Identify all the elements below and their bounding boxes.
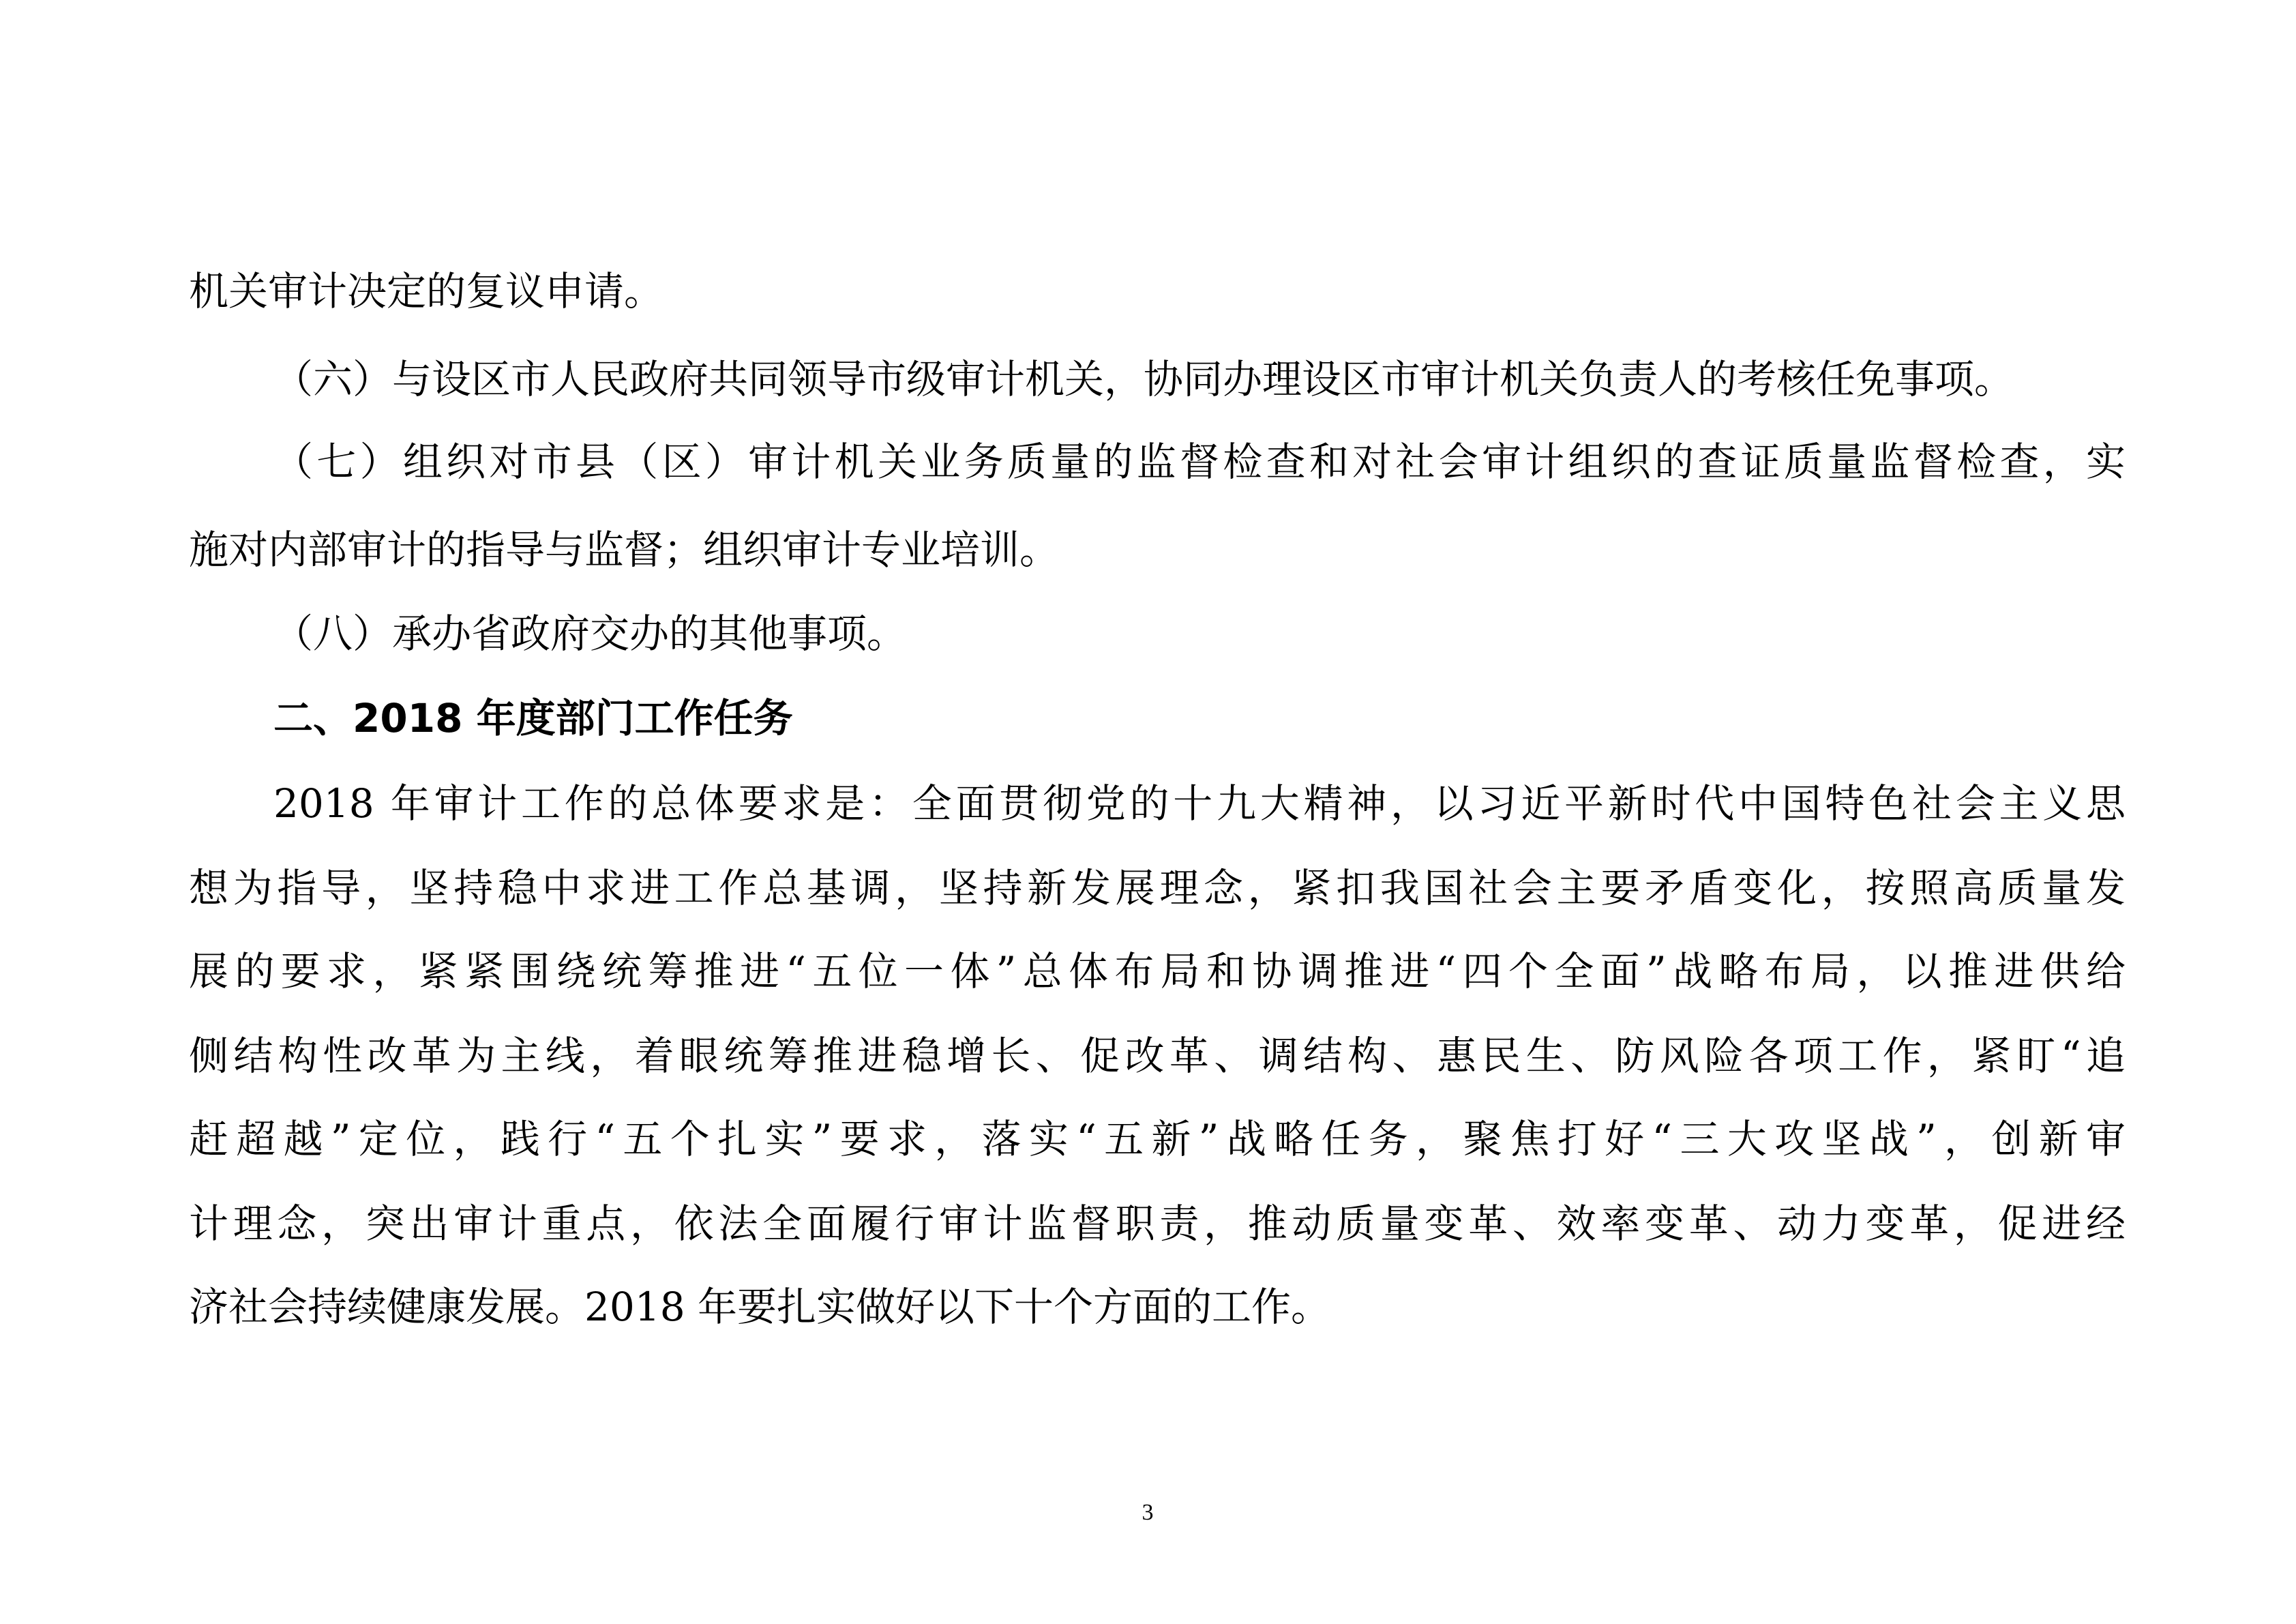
list-item-eight: （八）承办省政府交办的其他事项。 [273, 610, 907, 657]
paragraph-line-5: 赶超越”定位，践行“五个扎实”要求，落实“五新”战略任务，聚焦打好“三大攻坚战”，创新审 [189, 1116, 2126, 1162]
text-line-continuation: 机关审计决定的复议申请。 [189, 268, 664, 314]
paragraph-line-2: 想为指导，坚持稳中求进工作总基调，坚持新发展理念，紧扣我国社会主要矛盾变化，按照高质量发 [189, 865, 2126, 911]
paragraph-line-1: 2018 年审计工作的总体要求是：全面贯彻党的十九大精神，以习近平新时代中国特色社会主义思 [273, 780, 2126, 827]
list-item-seven-line-2: 施对内部审计的指导与监督；组织审计专业培训。 [189, 527, 1060, 573]
paragraph-line-6: 计理念，突出审计重点，依法全面履行审计监督职责，推动质量变革、效率变革、动力变革，促进经 [189, 1200, 2126, 1247]
section-heading: 二、2018 年度部门工作任务 [273, 695, 793, 741]
list-item-six: （六）与设区市人民政府共同领导市级审计机关，协同办理设区市审计机关负责人的考核任免事项。 [273, 356, 2014, 402]
list-item-seven-line-1: （七）组织对市县（区）审计机关业务质量的监督检查和对社会审计组织的查证质量监督检查，实 [273, 439, 2126, 485]
paragraph-line-3: 展的要求，紧紧围绕统筹推进“五位一体”总体布局和协调推进“四个全面”战略布局，以推进供给 [189, 948, 2126, 994]
page-number: 3 [1142, 1500, 1154, 1525]
paragraph-line-7: 济社会持续健康发展。2018 年要扎实做好以下十个方面的工作。 [189, 1284, 1331, 1330]
paragraph-line-4: 侧结构性改革为主线，着眼统筹推进稳增长、促改革、调结构、惠民生、防风险各项工作，紧盯“追 [189, 1033, 2126, 1079]
